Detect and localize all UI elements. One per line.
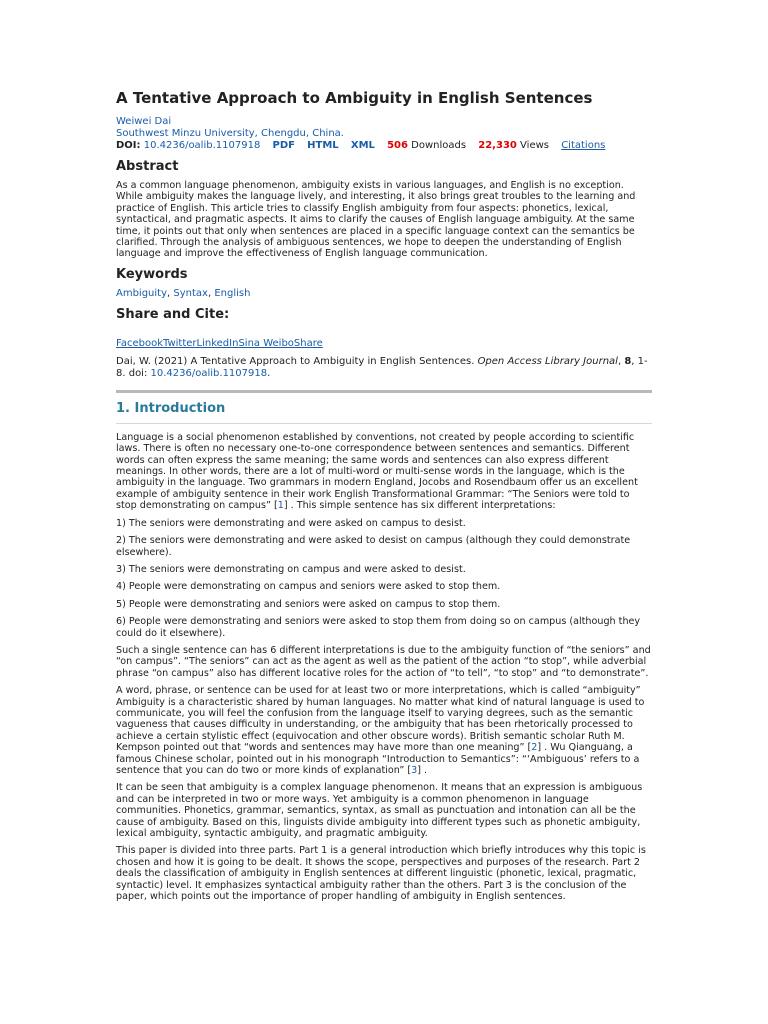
interpretation-item: 1) The seniors were demonstrating and were asked on campus to desist. <box>116 517 466 529</box>
paper-title: A Tentative Approach to Ambiguity in English Sentences <box>116 89 593 107</box>
section-divider <box>116 390 652 393</box>
doi-link[interactable]: 10.4236/oalib.1107918 <box>143 140 261 151</box>
twitter-link[interactable]: Twitter <box>163 337 197 349</box>
doi-row <box>116 140 652 152</box>
facebook-link[interactable]: Facebook <box>116 337 163 349</box>
citation-end: . <box>267 367 271 379</box>
intro-text: ] . This simple sentence has six different interpretations: <box>283 500 556 512</box>
downloads-label: Downloads <box>411 140 467 151</box>
affiliation-link[interactable]: Southwest Minzu University, Chengdu, China. <box>116 128 344 139</box>
citation-text: Dai, W. (2021) A Tentative Approach to Ambiguity in English Sentences. <box>116 355 478 367</box>
intro-paragraph: Such a single sentence can has 6 different interpretations is due to the ambiguity function of “the seniors” and “on campus”. “The seniors” can act as the agent as well as the patient of the action “to stop”, while adverbial phrase “on campus” also has different locative roles for the action of “to tell”, “to stop” and “to demonstrate”. <box>116 644 651 679</box>
pdf-link[interactable]: PDF <box>272 140 295 151</box>
reference-link[interactable]: 1 <box>277 500 284 512</box>
keyword-link[interactable]: Ambiguity <box>116 287 168 299</box>
abstract-heading: Abstract <box>116 159 179 174</box>
intro-text: A word, phrase, or sentence can be used for at least two or more interpretations, which is called “ambiguity” Ambiguity is a characteristic shared by human languages. No matter what kind of natural language is used to communicate, you will feel the confusion from the language itself to varying degrees, such as the semantic vagueness that causes difficulty in understanding, or the ambiguity that has been rhetorically processed to achieve a certain stylistic effect (equivocation and other obscure words). British semantic scholar Ruth M. Kempson pointed out that “words and sentences may have more than one meaning” [ <box>116 685 645 754</box>
intro-paragraph <box>116 432 652 512</box>
citation-doi-link[interactable]: 10.4236/oalib.1107918 <box>150 367 268 379</box>
linkedin-link[interactable]: LinkedIn <box>196 337 239 349</box>
citation-journal: Open Access Library Journal <box>477 355 618 367</box>
interpretation-item: 4) People were demonstrating on campus and seniors were asked to stop them. <box>116 581 501 593</box>
citation-sep: , <box>617 355 625 367</box>
heading-rule <box>116 423 652 424</box>
citation <box>116 356 652 380</box>
share-link[interactable]: Share <box>293 337 323 349</box>
interpretation-item: 6) People were demonstrating and seniors were asked to stop them from doing so on campus (although they could do it elsewhere). <box>116 616 641 639</box>
intro-paragraph: It can be seen that ambiguity is a complex language phenomenon. It means that an expression is ambiguous and can be interpreted in two or more ways. Yet ambiguity is a common phenomenon in language communities. Phonetics, grammar, semantics, syntax, as small as punctuation and intonation can all be the cause of ambiguity. Based on this, linguists divide ambiguity into different types such as phonetic ambiguity, lexical ambiguity, syntactic ambiguity, and pragmatic ambiguity. <box>116 782 643 840</box>
abstract-text: As a common language phenomenon, ambiguity exists in various languages, and English is no exception. While ambiguity makes the language lively, and interesting, it also brings great troubles to the learning and practice of English. This article tries to classify English ambiguity from four aspects: phonetics, lexical, syntactical, and pragmatic aspects. It aims to clarify the causes of English language ambiguity. At the same time, it points out that only when sentences are placed in a specific language context can the semantics be clarified. Through the analysis of ambiguous sentences, we hope to deepen the understanding of English language and improve the effectiveness of English language communication. <box>116 180 636 260</box>
intro-paragraph: This paper is divided into three parts. Part 1 is a general introduction which briefly introduces why this topic is chosen and how it is going to be dealt. It shows the scope, perspectives and purposes of the research. Part 2 deals the classification of ambiguity in English sentences at different linguistic (phonetic, lexical, pragmatic, syntactic) level. It emphasizes syntactical ambiguity rather than the others. Part 3 is the conclusion of the paper, which points out the importance of proper handling of ambiguity in English sentences. <box>116 845 646 903</box>
article <box>116 89 652 908</box>
views-count: 22,330 <box>478 140 517 151</box>
citation-volume: 8 <box>624 355 632 367</box>
doi-label: DOI: <box>116 140 141 151</box>
interpretation-item: 3) The seniors were demonstrating on campus and were asked to desist. <box>116 563 466 575</box>
citation-pages: , 1-8. doi: <box>116 355 648 379</box>
share-heading: Share and Cite: <box>116 306 230 322</box>
intro-text: ] . <box>417 765 428 776</box>
interpretation-item: 5) People were demonstrating and seniors were asked on campus to stop them. <box>116 598 501 610</box>
keywords-heading: Keywords <box>116 266 188 282</box>
introduction-heading: 1. Introduction <box>116 400 226 416</box>
reference-link[interactable]: 3 <box>411 765 418 776</box>
citations-link[interactable]: Citations <box>561 140 606 151</box>
author-link[interactable]: Weiwei Dai <box>116 116 172 127</box>
intro-text: ] . Wu Qianguang, a famous Chinese scholar, pointed out in his monograph “Introduction to Semantics”: “‘Ambiguous’ refers to a sentence that you can do two or more kinds of explanation” [ <box>116 742 640 776</box>
share-links <box>116 338 652 350</box>
intro-paragraph <box>116 685 652 776</box>
views-label: Views <box>520 140 549 151</box>
reference-link[interactable]: 2 <box>531 742 538 754</box>
downloads-count: 506 <box>387 140 408 151</box>
keywords-list: Ambiguity, Syntax, English <box>116 287 251 299</box>
sina-weibo-link[interactable]: Sina Weibo <box>238 337 294 349</box>
keyword-link[interactable]: Syntax <box>173 287 208 299</box>
html-link[interactable]: HTML <box>307 140 339 151</box>
keyword-link[interactable]: English <box>214 287 251 299</box>
xml-link[interactable]: XML <box>350 140 375 151</box>
intro-text: Language is a social phenomenon established by conventions, not created by people according to scientific laws. There is often no necessary one-to-one correspondence between sentences and semantics. Different words can often express the same meaning; the same words and sentences can also express different meanings. In other words, there are a lot of multi-word or multi-sense words in the language, which is the ambiguity in the language. Two grammars in modern England, Jocobs and Rosendbaum offer us an excellent example of ambiguity sentence in their work English Transformational Grammar: “The Seniors were told to stop demonstrating on campus” [ <box>116 431 638 512</box>
interpretation-item: 2) The seniors were demonstrating and were asked to desist on campus (although they could demonstrate elsewhere). <box>116 535 631 558</box>
